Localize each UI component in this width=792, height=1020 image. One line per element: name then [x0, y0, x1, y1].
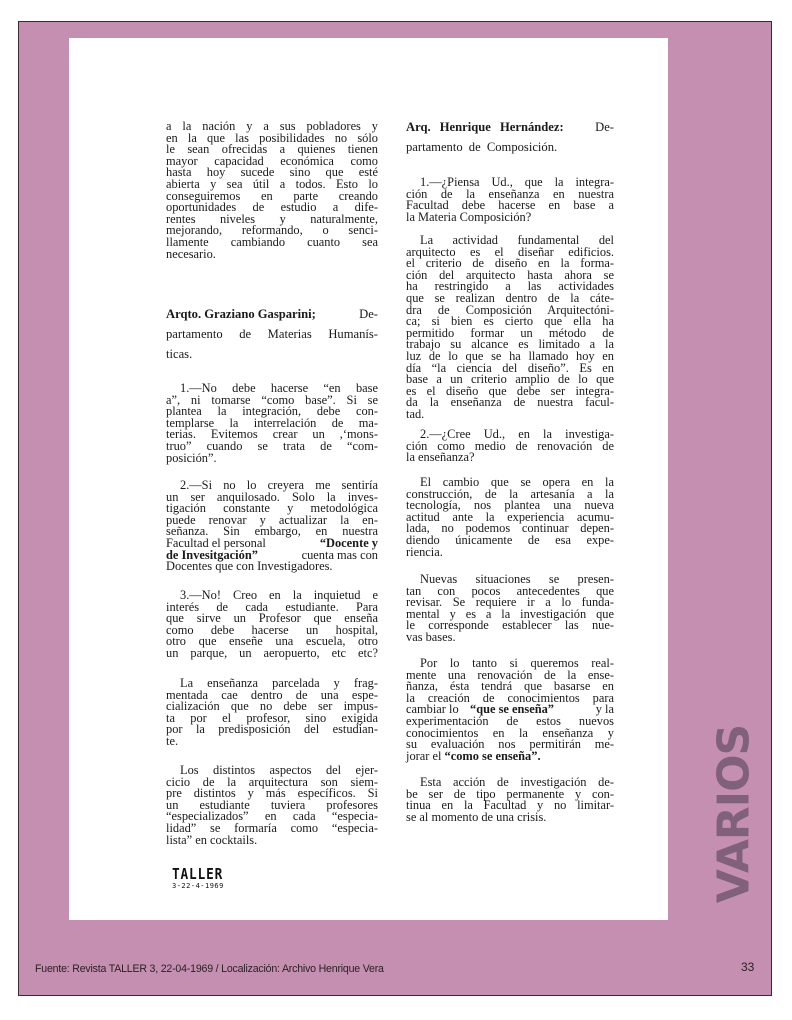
text-line: día “la ciencia del diseño”. Es en: [406, 360, 614, 375]
text-line: cicio de la arquitectura son siem-: [166, 774, 378, 789]
text-line: diendo únicamente de esa expe-: [406, 533, 614, 547]
text-line: te.: [166, 734, 179, 748]
text-line: ñanza, ésta tendrá que basarse en: [406, 679, 614, 694]
text-line: que se realizan dentro de la cáte-: [406, 291, 614, 305]
text-fragment: De-: [359, 307, 378, 321]
text-line: dra de Composición Arquitectóni-: [406, 302, 614, 317]
text-line: da la enseñanza de nuestra facul-: [406, 395, 614, 410]
text-line: su evaluación nos permitirán me-: [406, 737, 614, 752]
section-label: [708, 712, 760, 916]
text-line: riencia.: [406, 544, 443, 559]
text-line: truo” cuando se trata de “com-: [166, 439, 378, 453]
text-line: ha restringido a las actividades: [406, 279, 614, 294]
text-line: puede renovar y actualizar la en-: [166, 512, 378, 527]
text-line: mental y es a la investigación que: [406, 606, 614, 621]
text-line: como debe hacerse un hospital,: [166, 622, 378, 637]
text-line: tigación constante y metodológica: [166, 501, 378, 516]
bold-phrase: “que se enseña”: [470, 702, 554, 717]
text-line: ca; si bien es cierto que ella ha: [406, 314, 614, 329]
bold-phrase: “Docente y: [319, 536, 378, 550]
text-line: terias. Evitemos crear un ,‘mons-: [166, 427, 378, 442]
taller-logo: [172, 867, 224, 895]
text-line: pre distintos y más específicos. Si: [166, 786, 378, 801]
source-caption: Fuente: Revista TALLER 3, 22-04-1969 / Localización: Archivo Henrique Vera: [35, 963, 384, 975]
text-fragment: cuenta mas con: [301, 547, 378, 562]
logo-date: 3-22-4-1969: [172, 882, 224, 890]
text-line: abierta y sea útil a todos. Esto lo: [166, 177, 378, 191]
text-line: vas bases.: [406, 630, 456, 644]
author-heading: [406, 121, 614, 133]
text-line: “especializados” en cada “especia-: [166, 809, 378, 824]
text-line: ción como medio de renovación de: [406, 438, 614, 453]
text-line: La enseñanza parcelada y frag-: [180, 676, 378, 690]
text-line: la creación de conocimientos para: [406, 690, 614, 705]
text-line: luz de lo que se ha llamado hoy en: [406, 349, 614, 363]
author-name: Arqto. Graziano Gasparini;: [166, 307, 316, 321]
text-line: ción de la enseñanza en nuestra: [406, 186, 614, 201]
text-line: posición”.: [166, 450, 217, 465]
text-line: arquitecto es el diseñar edificios.: [406, 244, 614, 259]
text-line: un estudiante tuviera profesores: [166, 797, 378, 812]
text-line: La actividad fundamental del: [420, 233, 614, 247]
page-number: 33: [741, 960, 755, 974]
text-line: cialización que no debe ser impus-: [166, 699, 378, 714]
text-line: 3.—No! Creo en la inquietud e: [180, 588, 378, 602]
text-fragment: De-: [595, 120, 614, 134]
text-line: necesario.: [166, 246, 216, 261]
text-line: señanza. Sin embargo, en nuestra: [166, 524, 378, 539]
text-line: mente una renovación de la ense-: [406, 667, 614, 682]
text-line: le corresponde establecer las nue-: [406, 618, 614, 633]
text-fragment: jorar el: [406, 748, 445, 763]
text-line: plantea la integración, debe con-: [166, 404, 378, 419]
text-line: otro que enseñe una escuela, otro: [166, 634, 378, 649]
bold-phrase: de Invesitgación”: [166, 547, 258, 562]
text-fragment: Facultad el personal: [166, 536, 266, 550]
text-line: mayor capacidad económica como: [166, 153, 378, 168]
text-line: conseguiremos en parte creando: [166, 188, 378, 203]
text-fragment: cambiar lo: [406, 702, 459, 717]
author-department: partamento de Composición.: [406, 140, 558, 154]
text-line: actitud ante la experiencia acumu-: [406, 509, 614, 524]
text-line: le sean ofrecidas a quienes tienen: [166, 142, 378, 157]
text-line: mejorando, reformando, o senci-: [166, 223, 378, 238]
text-line: construcción, de la artesanía a la: [406, 486, 614, 501]
text-line: un ser anquilosado. Solo la inves-: [166, 489, 378, 504]
text-line: Nuevas situaciones se presen-: [420, 572, 614, 586]
text-line: tan con pocos antecedentes que: [406, 583, 614, 598]
text-line: tecnología, nos plantea una nueva: [406, 498, 614, 513]
text-line: permitido formar un método de: [406, 325, 614, 340]
text-line: Docentes que con Investigadores.: [166, 559, 333, 574]
text-line: 1.—¿Piensa Ud., que la integra-: [420, 175, 614, 189]
text-line: Esta acción de investigación de-: [420, 775, 614, 789]
author-department: ticas.: [166, 347, 193, 361]
text-line: mentada cae dentro de una espe-: [166, 687, 378, 702]
text-line: oportunidades de estudio a dife-: [166, 200, 378, 215]
text-line: hasta hoy sucede sino que esté: [166, 165, 378, 180]
text-fragment: y la: [595, 702, 614, 717]
text-line: trabajo su alcance es limitado a la: [406, 337, 614, 352]
text-line: tad.: [406, 407, 425, 421]
text-line: un parque, un aeropuerto, etc etc?: [166, 646, 378, 660]
text-line: ción del arquitecto hasta ahora se: [406, 267, 614, 282]
text-line: a la nación y a sus pobladores y: [166, 119, 378, 133]
author-department: partamento de Materias Humanís-: [166, 327, 378, 341]
text-line: interés de cada estudiante. Para: [166, 599, 378, 614]
text-line: revisar. Se requiere ir a lo funda-: [406, 595, 614, 610]
text-line: [406, 750, 614, 762]
text-line: que sirve un Profesor que enseña: [166, 611, 378, 626]
text-line: Los distintos aspectos del ejer-: [180, 763, 378, 777]
text-line: El cambio que se opera en la: [420, 475, 614, 489]
text-line: por la predisposición del estudian-: [166, 722, 378, 737]
text-line: rentes niveles y naturalmente,: [166, 211, 378, 226]
text-line: lada, no podemos continuar depen-: [406, 521, 614, 536]
author-heading: [166, 308, 378, 320]
text-line: conocimientos en la enseñanza y: [406, 725, 614, 740]
text-line: experimentación de estos nuevos: [406, 714, 614, 728]
text-line: templarse la interrelación de ma-: [166, 415, 378, 430]
text-line: be ser de tipo permanente y con-: [406, 786, 614, 801]
text-line: lidad” se formaría como “especia-: [166, 821, 378, 835]
text-line: 1.—No debe hacerse “en base: [180, 381, 378, 395]
text-line: la Materia Composición?: [406, 209, 532, 224]
text-line: 2.—¿Cree Ud., en la investiga-: [420, 427, 614, 441]
text-line: base a un criterio amplio de lo que: [406, 372, 614, 387]
section-label-text: VARIOS: [708, 724, 760, 904]
bold-phrase: “como se enseña”.: [444, 748, 541, 763]
logo-name: TALLER: [172, 865, 224, 883]
text-line: a”, ni tomarse “como base”. Si se: [166, 392, 378, 407]
text-line: tinua en la Facultad y no limitar-: [406, 798, 614, 813]
text-line: se al momento de una crisis.: [406, 809, 547, 824]
text-line: lista” en cocktails.: [166, 832, 258, 847]
text-line: en la que las posibilidades no sólo: [166, 130, 378, 145]
text-line: ta por el profesor, sino exigida: [166, 710, 378, 725]
text-line: Facultad debe hacerse en base a: [406, 198, 614, 213]
text-line: es el diseño que debe ser integra-: [406, 383, 614, 398]
text-line: 2.—Si no lo creyera me sentiría: [180, 478, 378, 492]
text-line: el criterio de diseño en la forma-: [406, 256, 614, 271]
text-line: llamente cambiando cuanto sea: [166, 235, 378, 249]
author-name: Arq. Henrique Hernández:: [406, 120, 564, 134]
text-line: Por lo tanto si queremos real-: [420, 656, 614, 670]
text-line: la enseñanza?: [406, 450, 475, 465]
